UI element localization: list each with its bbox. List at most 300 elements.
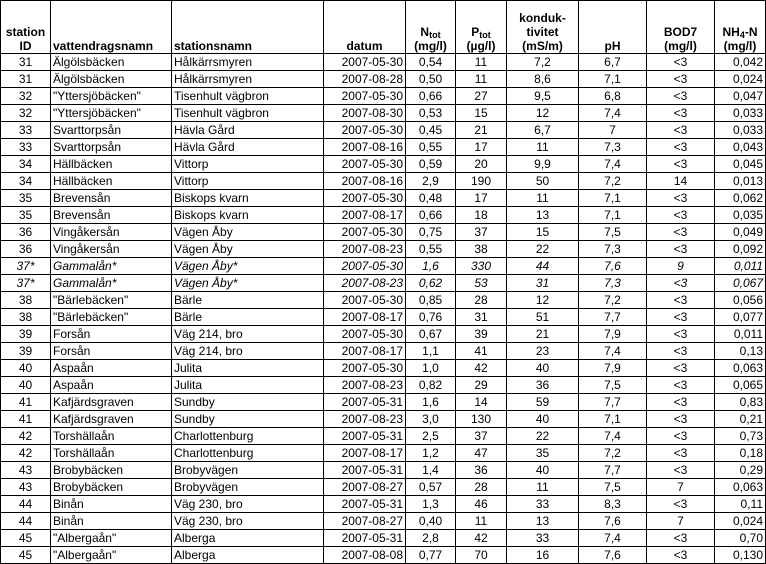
cell-datum: 2007-05-30 [324, 292, 406, 309]
cell-ptot: 11 [456, 54, 507, 71]
header-ntot-unit: (mg/l) [414, 39, 447, 53]
header-ptot [456, 1, 507, 54]
table-row [1, 190, 766, 207]
cell-nh4n: 0,042 [715, 54, 766, 71]
cell-ptot: 47 [456, 445, 507, 462]
cell-station-id: 45 [1, 530, 51, 547]
cell-ph: 7,4 [579, 343, 647, 360]
cell-station-id: 43 [1, 462, 51, 479]
cell-bod7: <3 [647, 190, 715, 207]
cell-ptot: 27 [456, 88, 507, 105]
cell-konduktivitet: 21 [507, 326, 579, 343]
cell-konduktivitet: 59 [507, 394, 579, 411]
cell-stationsnamn: Biskops kvarn [172, 207, 324, 224]
cell-vattendragsnamn: "Bärlebäcken" [51, 309, 172, 326]
cell-stationsnamn: Sundby [172, 411, 324, 428]
cell-station-id: 42 [1, 428, 51, 445]
cell-stationsnamn: Vägen Åby* [172, 275, 324, 292]
header-bod-unit: (mg/l) [664, 39, 697, 53]
cell-stationsnamn: Hålkärrsmyren [172, 54, 324, 71]
cell-stationsnamn: Väg 214, bro [172, 343, 324, 360]
cell-ptot: 14 [456, 394, 507, 411]
cell-ph: 7,9 [579, 326, 647, 343]
cell-ph: 7,3 [579, 139, 647, 156]
cell-ph: 6,8 [579, 88, 647, 105]
cell-ph: 7,3 [579, 275, 647, 292]
cell-vattendragsnamn: Forsån [51, 343, 172, 360]
cell-nh4n: 0,063 [715, 479, 766, 496]
cell-bod7: <3 [647, 445, 715, 462]
cell-datum: 2007-08-23 [324, 241, 406, 258]
cell-nh4n: 0,065 [715, 377, 766, 394]
cell-nh4n: 0,067 [715, 275, 766, 292]
cell-ph: 7,7 [579, 394, 647, 411]
cell-vattendragsnamn: Brobybäcken [51, 462, 172, 479]
header-kond-unit: (mS/m) [522, 39, 563, 53]
cell-bod7: <3 [647, 326, 715, 343]
cell-ntot: 1,3 [406, 496, 456, 513]
cell-stationsnamn: Tisenhult vägbron [172, 105, 324, 122]
cell-nh4n: 0,047 [715, 88, 766, 105]
cell-nh4n: 0,18 [715, 445, 766, 462]
header-bod7 [647, 1, 715, 54]
cell-nh4n: 0,056 [715, 292, 766, 309]
cell-ph: 7,4 [579, 428, 647, 445]
table-row [1, 377, 766, 394]
cell-station-id: 41 [1, 411, 51, 428]
cell-bod7: <3 [647, 360, 715, 377]
cell-station-id: 45 [1, 547, 51, 564]
cell-ptot: 28 [456, 292, 507, 309]
table-row [1, 343, 766, 360]
table-row [1, 88, 766, 105]
table-row [1, 530, 766, 547]
cell-nh4n: 0,013 [715, 173, 766, 190]
cell-ntot: 0,76 [406, 309, 456, 326]
cell-konduktivitet: 6,7 [507, 122, 579, 139]
cell-ntot: 3,0 [406, 411, 456, 428]
cell-datum: 2007-05-30 [324, 88, 406, 105]
cell-ntot: 1,6 [406, 258, 456, 275]
header-ptot-base: P [471, 25, 480, 39]
cell-vattendragsnamn: Svarttorpsån [51, 122, 172, 139]
cell-stationsnamn: Väg 214, bro [172, 326, 324, 343]
cell-konduktivitet: 50 [507, 173, 579, 190]
cell-ntot: 0,75 [406, 224, 456, 241]
cell-konduktivitet: 9,5 [507, 88, 579, 105]
cell-datum: 2007-08-16 [324, 139, 406, 156]
cell-konduktivitet: 31 [507, 275, 579, 292]
cell-ph: 7,2 [579, 445, 647, 462]
cell-konduktivitet: 33 [507, 496, 579, 513]
cell-ntot: 1,6 [406, 394, 456, 411]
cell-ntot: 0,50 [406, 71, 456, 88]
cell-stationsnamn: Hålkärrsmyren [172, 71, 324, 88]
cell-ntot: 0,77 [406, 547, 456, 564]
cell-vattendragsnamn: Älgölsbäcken [51, 71, 172, 88]
cell-bod7: <3 [647, 275, 715, 292]
cell-datum: 2007-08-17 [324, 445, 406, 462]
cell-ntot: 0,45 [406, 122, 456, 139]
cell-station-id: 32 [1, 88, 51, 105]
cell-nh4n: 0,043 [715, 139, 766, 156]
cell-nh4n: 0,024 [715, 71, 766, 88]
cell-nh4n: 0,21 [715, 411, 766, 428]
cell-ptot: 17 [456, 139, 507, 156]
cell-vattendragsnamn: Hällbäcken [51, 173, 172, 190]
cell-ph: 7,7 [579, 462, 647, 479]
cell-datum: 2007-05-30 [324, 326, 406, 343]
table-row [1, 241, 766, 258]
cell-ph: 7,1 [579, 207, 647, 224]
cell-ptot: 330 [456, 258, 507, 275]
cell-bod7: <3 [647, 71, 715, 88]
cell-ntot: 0,48 [406, 190, 456, 207]
cell-station-id: 40 [1, 377, 51, 394]
cell-vattendragsnamn: Kafjärdsgraven [51, 394, 172, 411]
cell-vattendragsnamn: Forsån [51, 326, 172, 343]
cell-ntot: 1,2 [406, 445, 456, 462]
cell-vattendragsnamn: Gammalån* [51, 275, 172, 292]
cell-ptot: 36 [456, 462, 507, 479]
cell-station-id: 39 [1, 326, 51, 343]
cell-vattendragsnamn: "Albergaån" [51, 547, 172, 564]
cell-konduktivitet: 9,9 [507, 156, 579, 173]
cell-konduktivitet: 51 [507, 309, 579, 326]
cell-datum: 2007-05-31 [324, 530, 406, 547]
cell-ptot: 31 [456, 309, 507, 326]
cell-ntot: 0,82 [406, 377, 456, 394]
cell-ptot: 37 [456, 428, 507, 445]
cell-station-id: 42 [1, 445, 51, 462]
cell-station-id: 33 [1, 122, 51, 139]
cell-ph: 7,5 [579, 377, 647, 394]
cell-datum: 2007-05-30 [324, 360, 406, 377]
header-ntot-sub: tot [429, 30, 441, 40]
cell-station-id: 36 [1, 241, 51, 258]
cell-station-id: 32 [1, 105, 51, 122]
header-ph: pH [579, 1, 647, 54]
cell-nh4n: 0,045 [715, 156, 766, 173]
header-station-line1: station [5, 25, 46, 39]
cell-ntot: 0,59 [406, 156, 456, 173]
cell-nh4n: 0,70 [715, 530, 766, 547]
cell-konduktivitet: 40 [507, 360, 579, 377]
cell-vattendragsnamn: Vingåkersån [51, 224, 172, 241]
cell-datum: 2007-05-30 [324, 156, 406, 173]
header-id-line2: ID [19, 39, 32, 53]
cell-vattendragsnamn: Kafjärdsgraven [51, 411, 172, 428]
cell-bod7: <3 [647, 292, 715, 309]
cell-nh4n: 0,024 [715, 513, 766, 530]
cell-konduktivitet: 8,6 [507, 71, 579, 88]
cell-bod7: <3 [647, 343, 715, 360]
cell-ph: 7,1 [579, 71, 647, 88]
cell-vattendragsnamn: "Yttersjöbäcken" [51, 105, 172, 122]
table-row [1, 394, 766, 411]
cell-ntot: 0,66 [406, 207, 456, 224]
cell-stationsnamn: Hävla Gård [172, 122, 324, 139]
cell-ntot: 0,55 [406, 139, 456, 156]
cell-stationsnamn: Brobyvägen [172, 479, 324, 496]
cell-nh4n: 0,011 [715, 326, 766, 343]
cell-ntot: 1,0 [406, 360, 456, 377]
cell-stationsnamn: Tisenhult vägbron [172, 88, 324, 105]
header-ntot [406, 1, 456, 54]
header-datum: datum [324, 1, 406, 54]
cell-datum: 2007-05-30 [324, 190, 406, 207]
cell-ph: 7,9 [579, 360, 647, 377]
cell-ntot: 0,54 [406, 54, 456, 71]
cell-ptot: 11 [456, 513, 507, 530]
cell-vattendragsnamn: Hällbäcken [51, 156, 172, 173]
cell-vattendragsnamn: Binån [51, 496, 172, 513]
table-row [1, 479, 766, 496]
cell-stationsnamn: Charlottenburg [172, 428, 324, 445]
cell-konduktivitet: 40 [507, 462, 579, 479]
cell-stationsnamn: Vägen Åby [172, 224, 324, 241]
cell-ph: 8,3 [579, 496, 647, 513]
cell-nh4n: 0,83 [715, 394, 766, 411]
cell-nh4n: 0,011 [715, 258, 766, 275]
cell-stationsnamn: Julita [172, 377, 324, 394]
cell-bod7: <3 [647, 428, 715, 445]
cell-station-id: 37* [1, 258, 51, 275]
cell-ph: 7,6 [579, 547, 647, 564]
cell-bod7: <3 [647, 462, 715, 479]
cell-ph: 7,5 [579, 479, 647, 496]
cell-ntot: 0,67 [406, 326, 456, 343]
cell-konduktivitet: 11 [507, 190, 579, 207]
table-row [1, 105, 766, 122]
cell-nh4n: 0,049 [715, 224, 766, 241]
table-row [1, 156, 766, 173]
cell-stationsnamn: Vittorp [172, 173, 324, 190]
cell-bod7: <3 [647, 377, 715, 394]
table-row [1, 71, 766, 88]
cell-ptot: 21 [456, 122, 507, 139]
cell-ph: 7 [579, 122, 647, 139]
cell-station-id: 38 [1, 309, 51, 326]
cell-ntot: 2,5 [406, 428, 456, 445]
cell-datum: 2007-08-23 [324, 275, 406, 292]
cell-station-id: 33 [1, 139, 51, 156]
cell-nh4n: 0,063 [715, 360, 766, 377]
header-station-id [1, 1, 51, 54]
cell-vattendragsnamn: Gammalån* [51, 258, 172, 275]
cell-konduktivitet: 12 [507, 292, 579, 309]
table-row [1, 275, 766, 292]
cell-stationsnamn: Hävla Gård [172, 139, 324, 156]
cell-konduktivitet: 7,2 [507, 54, 579, 71]
table-row [1, 258, 766, 275]
cell-ph: 7,4 [579, 530, 647, 547]
cell-station-id: 35 [1, 190, 51, 207]
cell-station-id: 36 [1, 224, 51, 241]
cell-ph: 7,4 [579, 105, 647, 122]
header-nh4-unit: (mg/l) [723, 39, 757, 53]
cell-nh4n: 0,077 [715, 309, 766, 326]
cell-vattendragsnamn: Vingåkersån [51, 241, 172, 258]
table-row [1, 513, 766, 530]
cell-datum: 2007-08-27 [324, 513, 406, 530]
table-row [1, 309, 766, 326]
cell-bod7: 7 [647, 513, 715, 530]
cell-datum: 2007-08-17 [324, 207, 406, 224]
cell-konduktivitet: 13 [507, 207, 579, 224]
cell-ptot: 20 [456, 156, 507, 173]
cell-vattendragsnamn: Torshällaån [51, 428, 172, 445]
cell-datum: 2007-05-30 [324, 258, 406, 275]
cell-ptot: 37 [456, 224, 507, 241]
cell-nh4n: 0,033 [715, 122, 766, 139]
cell-konduktivitet: 44 [507, 258, 579, 275]
cell-ntot: 1,1 [406, 343, 456, 360]
cell-ptot: 18 [456, 207, 507, 224]
cell-stationsnamn: Bärle [172, 292, 324, 309]
cell-ptot: 29 [456, 377, 507, 394]
cell-datum: 2007-08-17 [324, 343, 406, 360]
cell-nh4n: 0,033 [715, 105, 766, 122]
cell-station-id: 39 [1, 343, 51, 360]
cell-station-id: 34 [1, 156, 51, 173]
header-nh4n [715, 1, 766, 54]
cell-ph: 7,4 [579, 156, 647, 173]
cell-ptot: 42 [456, 360, 507, 377]
table-row [1, 139, 766, 156]
cell-konduktivitet: 13 [507, 513, 579, 530]
cell-station-id: 43 [1, 479, 51, 496]
header-kond-line2: tivitet [526, 25, 559, 39]
cell-stationsnamn: Väg 230, bro [172, 496, 324, 513]
cell-station-id: 41 [1, 394, 51, 411]
cell-nh4n: 0,13 [715, 343, 766, 360]
cell-bod7: <3 [647, 241, 715, 258]
header-ptot-unit: (µg/l) [466, 39, 496, 53]
cell-station-id: 34 [1, 173, 51, 190]
cell-vattendragsnamn: "Albergaån" [51, 530, 172, 547]
table-row [1, 292, 766, 309]
cell-nh4n: 0,130 [715, 547, 766, 564]
header-nh4-sub: 4 [739, 30, 745, 40]
cell-vattendragsnamn: Torshällaån [51, 445, 172, 462]
header-bod-line1: BOD7 [663, 25, 698, 39]
cell-stationsnamn: Brobyvägen [172, 462, 324, 479]
cell-konduktivitet: 22 [507, 241, 579, 258]
cell-station-id: 37* [1, 275, 51, 292]
cell-datum: 2007-08-08 [324, 547, 406, 564]
cell-ptot: 28 [456, 479, 507, 496]
cell-bod7: 7 [647, 479, 715, 496]
cell-konduktivitet: 11 [507, 139, 579, 156]
cell-ptot: 38 [456, 241, 507, 258]
header-konduktivitet [507, 1, 579, 54]
cell-station-id: 38 [1, 292, 51, 309]
cell-stationsnamn: Alberga [172, 530, 324, 547]
cell-vattendragsnamn: Binån [51, 513, 172, 530]
table-row [1, 326, 766, 343]
cell-stationsnamn: Julita [172, 360, 324, 377]
table-row [1, 360, 766, 377]
cell-konduktivitet: 11 [507, 479, 579, 496]
cell-ntot: 0,40 [406, 513, 456, 530]
cell-station-id: 44 [1, 513, 51, 530]
header-vattendragsnamn: vattendragsnamn [51, 1, 172, 54]
cell-datum: 2007-08-30 [324, 105, 406, 122]
cell-vattendragsnamn: Brevensån [51, 190, 172, 207]
cell-datum: 2007-05-30 [324, 122, 406, 139]
cell-stationsnamn: Vittorp [172, 156, 324, 173]
table-row [1, 173, 766, 190]
cell-station-id: 40 [1, 360, 51, 377]
header-nh4-a: NH [722, 25, 740, 39]
table-row [1, 445, 766, 462]
header-ntot-base: N [420, 25, 430, 39]
cell-ntot: 0,66 [406, 88, 456, 105]
header-row [1, 1, 766, 54]
cell-ph: 7,2 [579, 292, 647, 309]
cell-bod7: <3 [647, 224, 715, 241]
cell-ptot: 42 [456, 530, 507, 547]
cell-vattendragsnamn: Svarttorpsån [51, 139, 172, 156]
cell-ptot: 190 [456, 173, 507, 190]
cell-ntot: 2,9 [406, 173, 456, 190]
cell-nh4n: 0,062 [715, 190, 766, 207]
header-ptot-sub: tot [479, 30, 491, 40]
cell-stationsnamn: Väg 230, bro [172, 513, 324, 530]
cell-stationsnamn: Charlottenburg [172, 445, 324, 462]
cell-ntot: 1,4 [406, 462, 456, 479]
cell-vattendragsnamn: "Yttersjöbäcken" [51, 88, 172, 105]
cell-ptot: 11 [456, 71, 507, 88]
cell-ntot: 0,55 [406, 241, 456, 258]
cell-datum: 2007-08-23 [324, 411, 406, 428]
cell-konduktivitet: 40 [507, 411, 579, 428]
cell-bod7: 9 [647, 258, 715, 275]
cell-ntot: 0,85 [406, 292, 456, 309]
table-row [1, 547, 766, 564]
cell-vattendragsnamn: Brevensån [51, 207, 172, 224]
cell-datum: 2007-05-31 [324, 462, 406, 479]
cell-stationsnamn: Alberga [172, 547, 324, 564]
table-row [1, 54, 766, 71]
header-nh4-b: -N [744, 25, 758, 39]
cell-ntot: 0,62 [406, 275, 456, 292]
cell-datum: 2007-05-30 [324, 224, 406, 241]
cell-stationsnamn: Biskops kvarn [172, 190, 324, 207]
cell-ph: 7,6 [579, 258, 647, 275]
cell-bod7: <3 [647, 411, 715, 428]
table-row [1, 428, 766, 445]
cell-vattendragsnamn: Brobybäcken [51, 479, 172, 496]
cell-ptot: 130 [456, 411, 507, 428]
cell-stationsnamn: Vägen Åby [172, 241, 324, 258]
cell-bod7: <3 [647, 88, 715, 105]
cell-datum: 2007-05-30 [324, 54, 406, 71]
header-stationsnamn: stationsnamn [172, 1, 324, 54]
table-row [1, 462, 766, 479]
table-body [1, 54, 766, 564]
cell-station-id: 31 [1, 54, 51, 71]
cell-ptot: 46 [456, 496, 507, 513]
cell-bod7: <3 [647, 139, 715, 156]
cell-ptot: 17 [456, 190, 507, 207]
cell-datum: 2007-08-16 [324, 173, 406, 190]
cell-nh4n: 0,73 [715, 428, 766, 445]
table-row [1, 224, 766, 241]
cell-datum: 2007-05-31 [324, 394, 406, 411]
cell-bod7: <3 [647, 394, 715, 411]
